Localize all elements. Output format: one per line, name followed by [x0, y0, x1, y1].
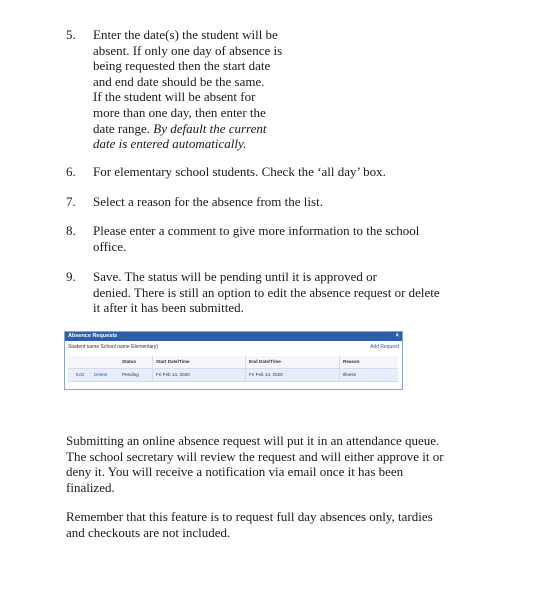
step-line: office.	[93, 238, 127, 254]
edit-link[interactable]: Edit	[76, 372, 84, 377]
step-line: absent. If only one day of absence is	[93, 42, 283, 58]
step-line: If the student will be absent for	[93, 89, 256, 105]
step-number: 8.	[66, 223, 76, 238]
column-divider	[245, 356, 246, 368]
status-cell: Pending	[122, 372, 139, 377]
start-date-cell: Fri Feb 14, 2020	[156, 372, 190, 377]
step-text	[93, 223, 419, 254]
step-line-italic: By default the current	[153, 120, 267, 136]
column-divider	[339, 369, 340, 381]
absence-requests-widget	[64, 331, 403, 390]
paragraph-line: Remember that this feature is to request full day absences only, tardies	[66, 509, 433, 524]
step-number: 5.	[66, 27, 76, 42]
paragraph-line: The school secretary will review the request and will either approve it or	[66, 448, 444, 464]
paragraph-reminder	[66, 509, 433, 540]
column-header-end: End Date/Time	[249, 359, 281, 364]
step-number: 7.	[66, 194, 76, 209]
step-line: For elementary school students. Check the ‘all day’ box.	[93, 164, 386, 179]
close-icon[interactable]: ×	[395, 333, 399, 339]
step-line: denied. There is still an option to edit the absence request or delete	[93, 284, 440, 300]
step-line: Enter the date(s) the student will be	[93, 27, 278, 42]
reason-cell: Illness	[343, 372, 357, 377]
delete-link[interactable]: Delete	[94, 372, 108, 377]
widget-title: Absence Requests	[68, 333, 118, 339]
step-number: 6.	[66, 164, 76, 179]
paragraph-line: deny it. You will receive a notification via email once it has been	[66, 464, 404, 480]
column-divider	[152, 356, 153, 368]
add-request-link[interactable]: Add Request	[370, 344, 399, 350]
step-number: 9.	[66, 269, 76, 284]
absence-table	[68, 356, 398, 382]
step-line: date is entered automatically.	[93, 136, 247, 152]
step-line	[93, 121, 282, 137]
paragraph-line: finalized.	[66, 479, 115, 495]
table-row	[68, 369, 398, 382]
student-name-label: Student name School name	[68, 344, 130, 350]
step-text	[93, 164, 386, 180]
step-line: and end date should be the same.	[93, 73, 265, 89]
step-line: it after it has been submitted.	[93, 300, 244, 316]
column-header-status: Status	[122, 359, 137, 364]
step-line: Please enter a comment to give more information to the school	[93, 223, 420, 238]
column-divider	[245, 369, 246, 381]
widget-header	[65, 332, 402, 341]
table-header-row	[68, 356, 398, 369]
column-header-reason: Reason	[343, 359, 360, 364]
step-line: being requested then the start date	[93, 58, 271, 74]
step-line-plain: date range.	[93, 120, 151, 136]
step-text	[93, 194, 323, 210]
column-divider	[339, 356, 340, 368]
column-header-start: Start Date/Time	[156, 359, 190, 364]
paragraph-line: Submitting an online absence request will put it in an attendance queue.	[66, 433, 440, 448]
step-text	[93, 27, 282, 152]
paragraph-line: and checkouts are not included.	[66, 524, 231, 540]
end-date-cell: Fri Feb 14, 2020	[249, 372, 283, 377]
step-line: Save. The status will be pending until it is approved or	[93, 269, 377, 284]
column-divider	[152, 369, 153, 381]
student-info	[68, 341, 158, 353]
school-suffix: Elementary)	[131, 344, 159, 350]
paragraph-submission	[66, 433, 444, 495]
widget-subheader	[65, 341, 402, 353]
step-line: more than one day, then enter the	[93, 104, 266, 120]
step-text	[93, 269, 440, 316]
step-line: Select a reason for the absence from the list.	[93, 194, 323, 209]
